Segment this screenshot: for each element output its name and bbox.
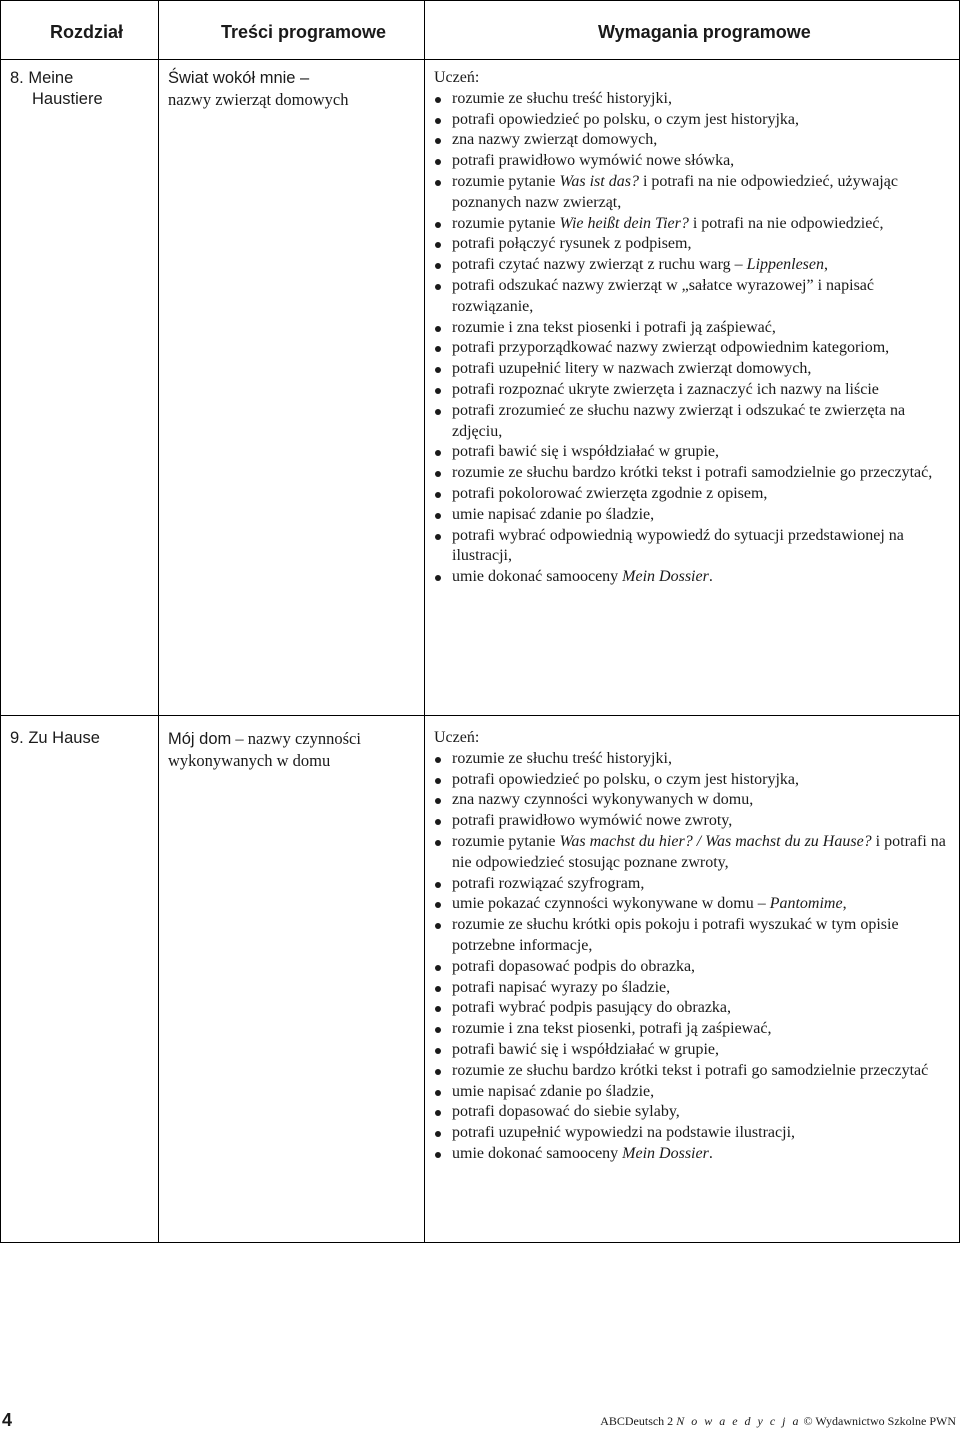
requirement-item: rozumie i zna tekst piosenki, potrafi ją zaśpiewać, <box>434 1019 952 1040</box>
header-chapter: Rozdział <box>50 22 124 42</box>
topic-cell <box>168 68 418 110</box>
requirement-text: umie dokonać samooceny <box>452 1144 623 1162</box>
requirement-item: rozumie ze słuchu treść historyjki, <box>434 89 952 110</box>
chapter-title-cont: Haustiere <box>32 90 103 108</box>
requirement-item <box>434 894 952 915</box>
requirement-text: umie pokazać czynności wykonywane w domu – <box>452 895 770 913</box>
requirement-item <box>434 172 952 214</box>
row-divider <box>0 715 960 716</box>
header-content: Treści programowe <box>221 22 387 42</box>
table-border-bottom <box>0 1242 960 1243</box>
chapter-cell <box>10 728 150 749</box>
requirement-italic: Wie heißt dein Tier? <box>559 214 689 232</box>
requirement-item: potrafi wybrać odpowiednią wypowiedź do sytuacji przedstawionej na ilustracji, <box>434 526 952 568</box>
requirement-item: potrafi odszukać nazwy zwierząt w „sałatce wyrazowej” i napisać rozwiązanie, <box>434 276 952 318</box>
footer-publisher: © Wydawnictwo Szkolne PWN <box>800 1414 956 1428</box>
requirement-text: i potrafi na nie odpowiedzieć, <box>688 214 884 232</box>
requirement-text: . <box>708 1144 713 1162</box>
table-border-left <box>0 0 1 1243</box>
requirement-text: rozumie pytanie <box>452 214 560 232</box>
requirement-item <box>434 255 952 276</box>
topic-cell <box>168 728 418 771</box>
requirement-item: potrafi pokolorować zwierzęta zgodnie z opisem, <box>434 484 952 505</box>
requirement-item: potrafi uzupełnić wypowiedzi na podstawie ilustracji, <box>434 1123 952 1144</box>
column-divider-1 <box>158 0 159 1243</box>
footer-book: ABCDeutsch 2 <box>600 1414 677 1428</box>
requirement-italic: Mein Dossier <box>622 1144 709 1162</box>
requirement-item: zna nazwy zwierząt domowych, <box>434 130 952 151</box>
requirement-item: potrafi uzupełnić litery w nazwach zwierząt domowych, <box>434 359 952 380</box>
requirement-text: , <box>824 256 828 274</box>
requirement-text: potrafi czytać nazwy zwierząt z ruchu warg – <box>452 256 747 274</box>
requirement-item: rozumie i zna tekst piosenki i potrafi ją zaśpiewać, <box>434 318 952 339</box>
requirement-italic: Mein Dossier <box>622 568 709 586</box>
requirement-item: umie napisać zdanie po śladzie, <box>434 505 952 526</box>
requirement-item: potrafi rozwiązać szyfrogram, <box>434 874 952 895</box>
requirement-item: potrafi rozpoznać ukryte zwierzęta i zaznaczyć ich nazwy na liście <box>434 380 952 401</box>
requirements-intro: Uczeń: <box>434 729 480 746</box>
topic-description: – nazwy czynności wykonywanych w domu <box>168 729 361 770</box>
chapter-title: 9. Zu Hause <box>10 729 100 747</box>
table-header <box>0 0 960 60</box>
requirement-item: potrafi bawić się i współdziałać w grupie, <box>434 1040 952 1061</box>
topic-description: nazwy zwierząt domowych <box>168 90 349 109</box>
requirement-item: potrafi wybrać podpis pasujący do obrazka, <box>434 998 952 1019</box>
requirement-item: rozumie ze słuchu krótki opis pokoju i potrafi wyszukać w tym opisie potrzebne informacje, <box>434 915 952 957</box>
topic-title: Mój dom <box>168 730 232 748</box>
requirement-item: zna nazwy czynności wykonywanych w domu, <box>434 790 952 811</box>
requirement-text: i potrafi na nie odpowiedzieć stosując poznane zwroty, <box>452 832 946 871</box>
requirement-italic: Pantomime <box>769 895 843 913</box>
requirement-item: potrafi dopasować podpis do obrazka, <box>434 957 952 978</box>
requirement-text: . <box>708 568 713 586</box>
requirements-list <box>434 68 952 588</box>
requirement-item: potrafi bawić się i współdziałać w grupie, <box>434 442 952 463</box>
requirement-italic: Lippenlesen <box>746 256 824 274</box>
chapter-cell <box>10 68 150 110</box>
requirement-item: potrafi napisać wyrazy po śladzie, <box>434 978 952 999</box>
page-number: 4 <box>2 1410 13 1430</box>
requirement-italic: Was machst du hier? / Was machst du zu Hause? <box>559 832 872 850</box>
requirements-intro: Uczeń: <box>434 69 480 86</box>
requirement-item <box>434 214 952 235</box>
header-requirements: Wymagania programowe <box>598 22 811 42</box>
requirement-item: potrafi zrozumieć ze słuchu nazwy zwierząt i odszukać te zwierzęta na zdjęciu, <box>434 401 952 443</box>
chapter-title: 8. Meine <box>10 69 74 87</box>
requirement-item: potrafi przyporządkować nazwy zwierząt odpowiednim kategoriom, <box>434 338 952 359</box>
requirement-item: potrafi dopasować do siebie sylaby, <box>434 1102 952 1123</box>
requirement-italic: Was ist das? <box>559 172 639 190</box>
footer-edition: N o w a e d y c j a <box>676 1414 801 1428</box>
requirement-item: rozumie ze słuchu bardzo krótki tekst i potrafi samodzielnie go przeczytać, <box>434 463 952 484</box>
requirement-item <box>434 567 952 588</box>
requirement-text: rozumie pytanie <box>452 172 560 190</box>
requirement-item: potrafi prawidłowo wymówić nowe słówka, <box>434 151 952 172</box>
requirement-item: potrafi prawidłowo wymówić nowe zwroty, <box>434 811 952 832</box>
requirement-text: umie dokonać samooceny <box>452 568 623 586</box>
requirement-item: rozumie ze słuchu bardzo krótki tekst i potrafi go samodzielnie przeczytać <box>434 1061 952 1082</box>
column-divider-2 <box>424 0 425 1243</box>
requirement-text: rozumie pytanie <box>452 832 560 850</box>
requirements-list <box>434 728 952 1165</box>
requirement-text: i potrafi na nie odpowiedzieć, używając poznanych nazw zwierząt, <box>452 172 898 211</box>
requirement-text: , <box>842 895 847 913</box>
requirement-item <box>434 832 952 874</box>
requirement-item: rozumie ze słuchu treść historyjki, <box>434 749 952 770</box>
requirement-item: potrafi połączyć rysunek z podpisem, <box>434 234 952 255</box>
topic-title: Świat wokół mnie – <box>168 69 310 87</box>
requirement-item: umie napisać zdanie po śladzie, <box>434 1082 952 1103</box>
footer-credit <box>600 1414 956 1429</box>
requirement-item: potrafi opowiedzieć po polsku, o czym jest historyjka, <box>434 770 952 791</box>
requirement-item <box>434 1144 952 1165</box>
requirement-item: potrafi opowiedzieć po polsku, o czym jest historyjka, <box>434 110 952 131</box>
